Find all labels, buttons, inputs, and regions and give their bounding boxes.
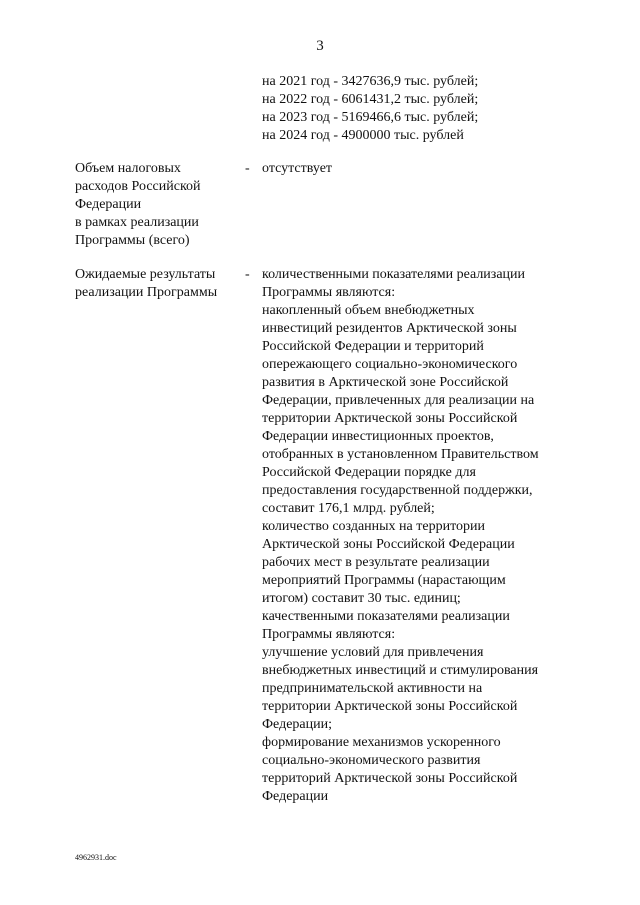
value-line: Программы являются: — [262, 285, 396, 300]
value-line: опережающего социально-экономического — [262, 357, 518, 372]
value-line: социально-экономического развития — [262, 753, 481, 768]
label-line: Программы (всего) — [75, 233, 190, 248]
value-line: Федерации; — [262, 717, 333, 732]
value-line: Российской Федерации порядке для — [262, 465, 476, 480]
value-line: предпринимательской активности на — [262, 681, 483, 696]
budget-lines — [262, 73, 478, 145]
expected-results-dash: - — [245, 267, 250, 282]
value-line: территорий Арктической зоны Российской — [262, 771, 518, 786]
value-line: улучшение условий для привлечения — [262, 645, 484, 660]
value-line: Арктической зоны Российской Федерации — [262, 537, 515, 552]
expected-results-value — [262, 266, 539, 806]
label-line: Ожидаемые результаты — [75, 267, 216, 282]
value-line: инвестиций резидентов Арктической зоны — [262, 321, 517, 336]
value-line: качественными показателями реализации — [262, 609, 510, 624]
value-line: количественными показателями реализации — [262, 267, 526, 282]
tax-expenditure-dash: - — [245, 161, 250, 176]
budget-line-2022: на 2022 год - 6061431,2 тыс. рублей; — [262, 92, 479, 107]
value-line: накопленный объем внебюджетных — [262, 303, 475, 318]
value-line: развития в Арктической зоне Российской — [262, 375, 509, 390]
value-line: рабочих мест в результате реализации — [262, 555, 490, 570]
label-line: в рамках реализации — [75, 215, 199, 230]
label-line: Федерации — [75, 197, 142, 212]
value-line: Федерации — [262, 789, 329, 804]
document-code: 4962931.doc — [75, 853, 117, 862]
label-line: реализации Программы — [75, 285, 218, 300]
value-line: Федерации инвестиционных проектов, — [262, 429, 494, 444]
budget-line-2023: на 2023 год - 5169466,6 тыс. рублей; — [262, 110, 479, 125]
value-line: территории Арктической зоны Российской — [262, 699, 518, 714]
value-line: Российской Федерации и территорий — [262, 339, 484, 354]
value-line: количество созданных на территории — [262, 519, 486, 534]
value-line: Федерации, привлеченных для реализации на — [262, 393, 535, 408]
value-line: предоставления государственной поддержки, — [262, 483, 533, 498]
tax-expenditure-label — [75, 160, 201, 250]
budget-line-2024: на 2024 год - 4900000 тыс. рублей — [262, 128, 464, 143]
page-number: 3 — [316, 38, 324, 54]
value-line: территории Арктической зоны Российской — [262, 411, 518, 426]
expected-results-label — [75, 266, 217, 302]
label-line: расходов Российской — [75, 179, 201, 194]
value-line: внебюджетных инвестиций и стимулирования — [262, 663, 539, 678]
tax-expenditure-value: отсутствует — [262, 161, 333, 176]
value-line: мероприятий Программы (нарастающим — [262, 573, 506, 588]
value-line: итогом) составит 30 тыс. единиц; — [262, 591, 461, 606]
value-line: отобранных в установленном Правительством — [262, 447, 539, 462]
value-line: Программы являются: — [262, 627, 396, 642]
budget-line-2021: на 2021 год - 3427636,9 тыс. рублей; — [262, 74, 479, 89]
value-line: формирование механизмов ускоренного — [262, 735, 501, 750]
label-line: Объем налоговых — [75, 161, 181, 176]
value-line: составит 176,1 млрд. рублей; — [262, 501, 435, 516]
